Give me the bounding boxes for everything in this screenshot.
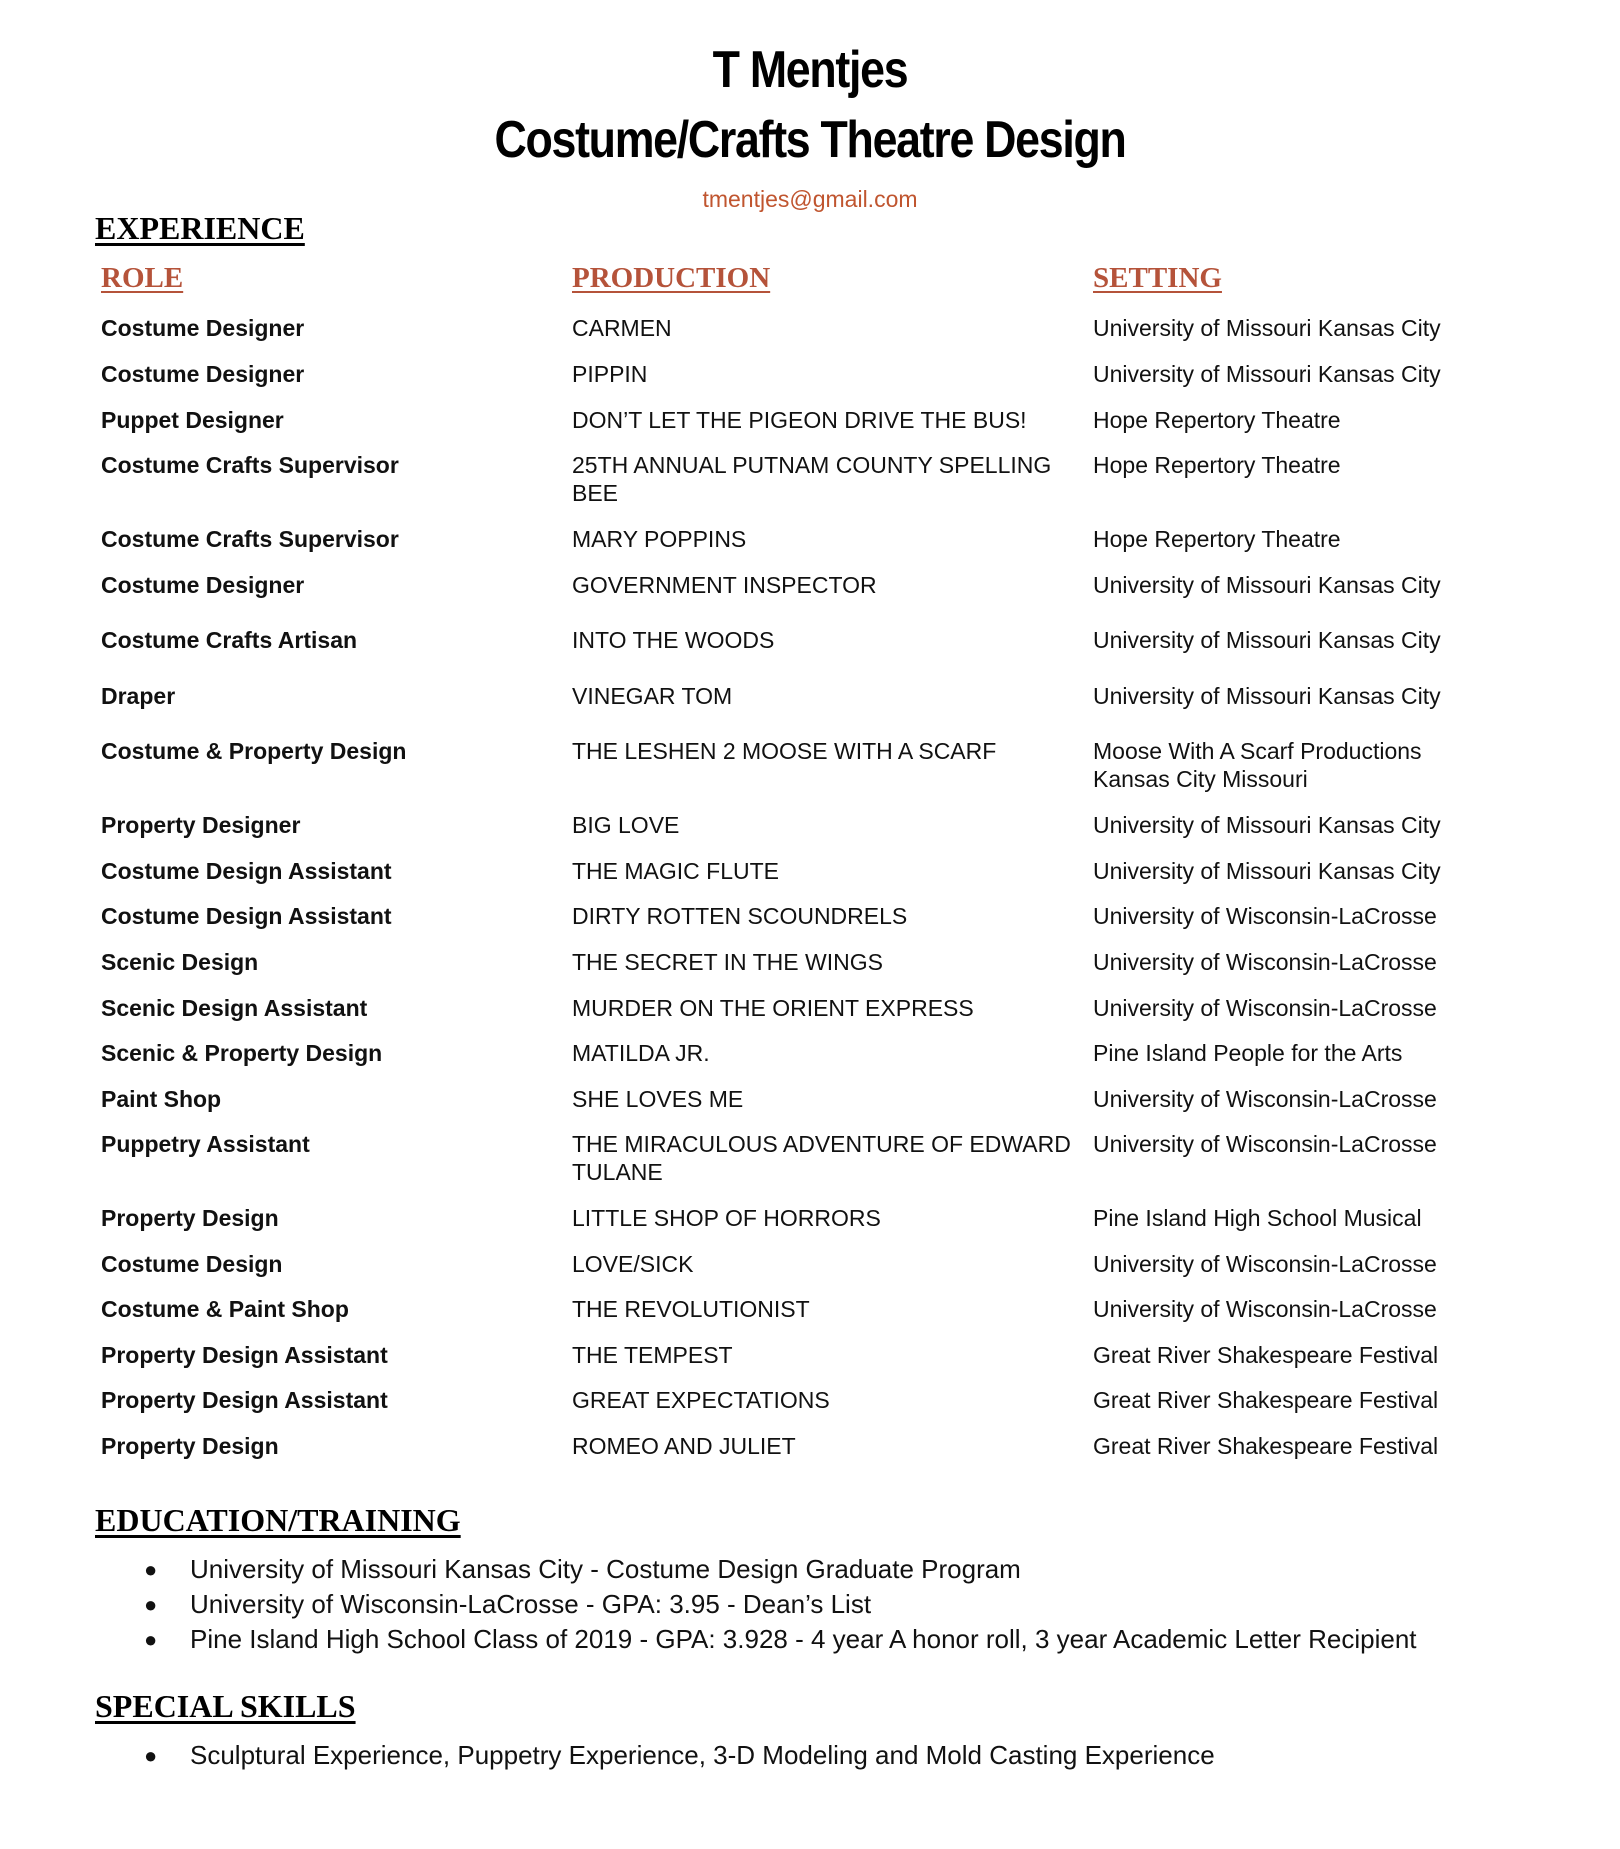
setting-cell: Hope Repertory Theatre: [1093, 526, 1341, 552]
role-cell: Costume Design Assistant: [101, 858, 392, 884]
setting-cell: University of Wisconsin-LaCrosse: [1093, 1296, 1437, 1322]
role-cell: Draper: [101, 683, 176, 709]
bullet-icon: ●: [144, 1743, 158, 1768]
role-cell: Costume Design Assistant: [101, 903, 392, 929]
role-cell: Scenic & Property Design: [101, 1040, 383, 1066]
bullet-icon: ●: [144, 1592, 158, 1617]
skills-item-text: Sculptural Experience, Puppetry Experience, 3-D Modeling and Mold Casting Experience: [190, 1740, 1215, 1770]
email-link[interactable]: tmentjes@gmail.com: [702, 186, 918, 212]
setting-cell: University of Missouri Kansas City: [1093, 627, 1441, 653]
setting-cell: University of Wisconsin-LaCrosse: [1093, 1086, 1437, 1112]
production-cell: MARY POPPINS: [572, 526, 747, 552]
setting-cell: University of Wisconsin-LaCrosse: [1093, 949, 1437, 975]
setting-cell: University of Missouri Kansas City: [1093, 683, 1441, 709]
education-heading: EDUCATION/TRAINING: [95, 1502, 461, 1538]
role-cell: Property Design Assistant: [101, 1342, 388, 1368]
setting-cell: University of Wisconsin-LaCrosse: [1093, 903, 1437, 929]
setting-cell: University of Missouri Kansas City: [1093, 315, 1441, 341]
role-cell: Costume Design: [101, 1251, 283, 1277]
production-column-header: PRODUCTION: [572, 262, 771, 294]
setting-cell: Great River Shakespeare Festival: [1093, 1387, 1439, 1413]
setting-cell: Moose With A Scarf Productions Kansas City Missouri: [1093, 738, 1422, 792]
production-cell: MURDER ON THE ORIENT EXPRESS: [572, 995, 974, 1021]
production-cell: VINEGAR TOM: [572, 683, 733, 709]
skills-list: [0, 1738, 1215, 1773]
production-cell: THE MIRACULOUS ADVENTURE OF EDWARD TULANE: [572, 1131, 1071, 1185]
education-item-text: University of Wisconsin-LaCrosse - GPA: 3.95 - Dean’s List: [190, 1589, 872, 1619]
production-cell: INTO THE WOODS: [572, 627, 775, 653]
role-cell: Puppetry Assistant: [101, 1131, 310, 1157]
production-cell: THE MAGIC FLUTE: [572, 858, 780, 884]
role-cell: Costume Designer: [101, 361, 305, 387]
production-cell: THE TEMPEST: [572, 1342, 733, 1368]
setting-cell: University of Missouri Kansas City: [1093, 858, 1441, 884]
setting-cell: University of Wisconsin-LaCrosse: [1093, 1251, 1437, 1277]
production-cell: GOVERNMENT INSPECTOR: [572, 572, 877, 598]
education-list: [0, 1552, 1417, 1657]
list-item: [0, 1738, 1215, 1773]
role-column-header: ROLE: [101, 262, 184, 294]
setting-cell: University of Wisconsin-LaCrosse: [1093, 1131, 1437, 1157]
production-cell: 25TH ANNUAL PUTNAM COUNTY SPELLING BEE: [572, 452, 1052, 506]
bullet-icon: ●: [144, 1627, 158, 1652]
bullet-icon: ●: [144, 1557, 158, 1582]
role-cell: Puppet Designer: [101, 407, 284, 433]
production-cell: THE LESHEN 2 MOOSE WITH A SCARF: [572, 738, 997, 764]
role-cell: Costume Crafts Artisan: [101, 627, 358, 653]
production-cell: DON’T LET THE PIGEON DRIVE THE BUS!: [572, 407, 1027, 433]
role-cell: Costume Designer: [101, 572, 305, 598]
setting-column-header: SETTING: [1093, 262, 1222, 294]
setting-cell: Hope Repertory Theatre: [1093, 452, 1341, 478]
production-cell: LITTLE SHOP OF HORRORS: [572, 1205, 881, 1231]
production-cell: LOVE/SICK: [572, 1251, 694, 1277]
name-title: T Mentjes: [712, 41, 908, 99]
list-item: [0, 1587, 1417, 1622]
production-cell: MATILDA JR.: [572, 1040, 710, 1066]
production-cell: PIPPIN: [572, 361, 648, 387]
setting-cell: University of Missouri Kansas City: [1093, 572, 1441, 598]
production-cell: THE SECRET IN THE WINGS: [572, 949, 883, 975]
role-cell: Scenic Design: [101, 949, 259, 975]
role-cell: Scenic Design Assistant: [101, 995, 368, 1021]
setting-cell: University of Missouri Kansas City: [1093, 361, 1441, 387]
education-item-text: University of Missouri Kansas City - Costume Design Graduate Program: [190, 1554, 1021, 1584]
setting-cell: Great River Shakespeare Festival: [1093, 1433, 1439, 1459]
production-cell: BIG LOVE: [572, 812, 680, 838]
role-cell: Paint Shop: [101, 1086, 222, 1112]
setting-cell: Pine Island People for the Arts: [1093, 1040, 1403, 1066]
setting-cell: Pine Island High School Musical: [1093, 1205, 1422, 1231]
production-cell: SHE LOVES ME: [572, 1086, 744, 1112]
role-cell: Costume Crafts Supervisor: [101, 526, 399, 552]
list-item: [0, 1622, 1417, 1657]
production-cell: ROMEO AND JULIET: [572, 1433, 796, 1459]
role-cell: Costume Crafts Supervisor: [101, 452, 399, 478]
job-title: Costume/Crafts Theatre Design: [494, 111, 1126, 169]
resume-header: [0, 38, 1620, 213]
production-cell: THE REVOLUTIONIST: [572, 1296, 810, 1322]
setting-cell: University of Wisconsin-LaCrosse: [1093, 995, 1437, 1021]
role-cell: Property Designer: [101, 812, 301, 838]
role-cell: Property Design: [101, 1433, 279, 1459]
role-cell: Costume & Paint Shop: [101, 1296, 349, 1322]
role-cell: Property Design: [101, 1205, 279, 1231]
skills-heading: SPECIAL SKILLS: [95, 1688, 356, 1724]
experience-heading: EXPERIENCE: [95, 210, 305, 246]
setting-cell: Hope Repertory Theatre: [1093, 407, 1341, 433]
setting-cell: University of Missouri Kansas City: [1093, 812, 1441, 838]
role-cell: Property Design Assistant: [101, 1387, 388, 1413]
role-cell: Costume & Property Design: [101, 738, 407, 764]
setting-cell: Great River Shakespeare Festival: [1093, 1342, 1439, 1368]
role-cell: Costume Designer: [101, 315, 305, 341]
education-item-text: Pine Island High School Class of 2019 - GPA: 3.928 - 4 year A honor roll, 3 year Academic Letter Recipient: [190, 1624, 1417, 1654]
production-cell: CARMEN: [572, 315, 672, 341]
production-cell: GREAT EXPECTATIONS: [572, 1387, 830, 1413]
list-item: [0, 1552, 1417, 1587]
production-cell: DIRTY ROTTEN SCOUNDRELS: [572, 903, 908, 929]
